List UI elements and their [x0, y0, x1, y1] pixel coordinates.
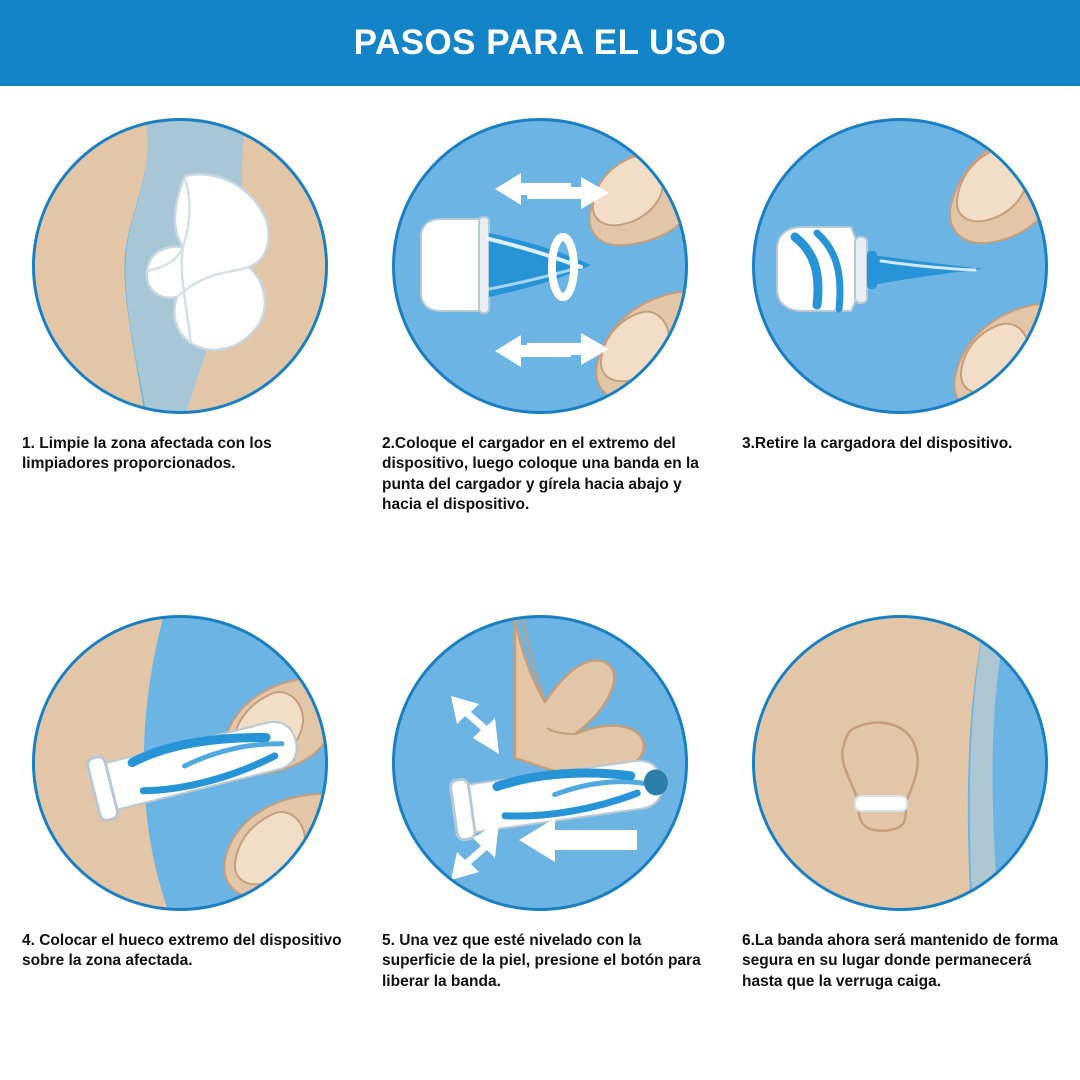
- step-item-5: [360, 583, 720, 1080]
- step-2-illustration-wrap: [392, 118, 688, 414]
- step-2-caption: 2.Coloque el cargador en el extremo del dispositivo, luego coloque una banda en la punta del cargador y gírela hacia abajo y hacia el dispositivo.: [382, 435, 699, 514]
- step-5-illustration-wrap: [392, 615, 688, 911]
- steps-grid: [0, 86, 1080, 1080]
- step-item-4: [0, 583, 360, 1080]
- poster-header: [0, 0, 1080, 86]
- step-3-illustration-wrap: [752, 118, 1048, 414]
- step-5-circle: [392, 615, 688, 911]
- step-1-circle: [32, 118, 328, 414]
- hand-pressing-button-to-release-band-icon: [395, 618, 688, 911]
- step-item-6: [720, 583, 1080, 1080]
- fingers-placing-loader-on-device-tip-icon: [395, 121, 688, 414]
- device-hollow-end-over-affected-area-icon: [35, 618, 328, 911]
- hand-with-cleansing-wipe-icon: [35, 121, 328, 414]
- step-item-1: [0, 86, 360, 583]
- step-1-caption: 1. Limpie la zona afectada con los limpiadores proporcionados.: [22, 435, 272, 473]
- step-5-caption: 5. Una vez que esté nivelado con la superficie de la piel, presione el botón para liberar la banda.: [382, 932, 701, 990]
- step-item-2: [360, 86, 720, 583]
- step-2-circle: [392, 118, 688, 414]
- step-3-circle: [752, 118, 1048, 414]
- step-6-circle: [752, 615, 1048, 911]
- step-1-illustration-wrap: [32, 118, 328, 414]
- fingers-removing-loader-from-device-icon: [755, 121, 1048, 414]
- step-4-illustration-wrap: [32, 615, 328, 911]
- step-6-illustration-wrap: [752, 615, 1048, 911]
- step-4-caption: 4. Colocar el hueco extremo del dispositivo sobre la zona afectada.: [22, 932, 342, 970]
- page-title: PASOS PARA EL USO: [353, 23, 727, 62]
- step-4-circle: [32, 615, 328, 911]
- step-6-caption: 6.La banda ahora será mantenido de forma segura en su lugar donde permanecerá hasta que la verruga caiga.: [742, 932, 1059, 990]
- step-item-3: [720, 86, 1080, 583]
- band-secured-on-wart-icon: [755, 618, 1048, 911]
- step-3-caption: 3.Retire la cargadora del dispositivo.: [742, 435, 1013, 452]
